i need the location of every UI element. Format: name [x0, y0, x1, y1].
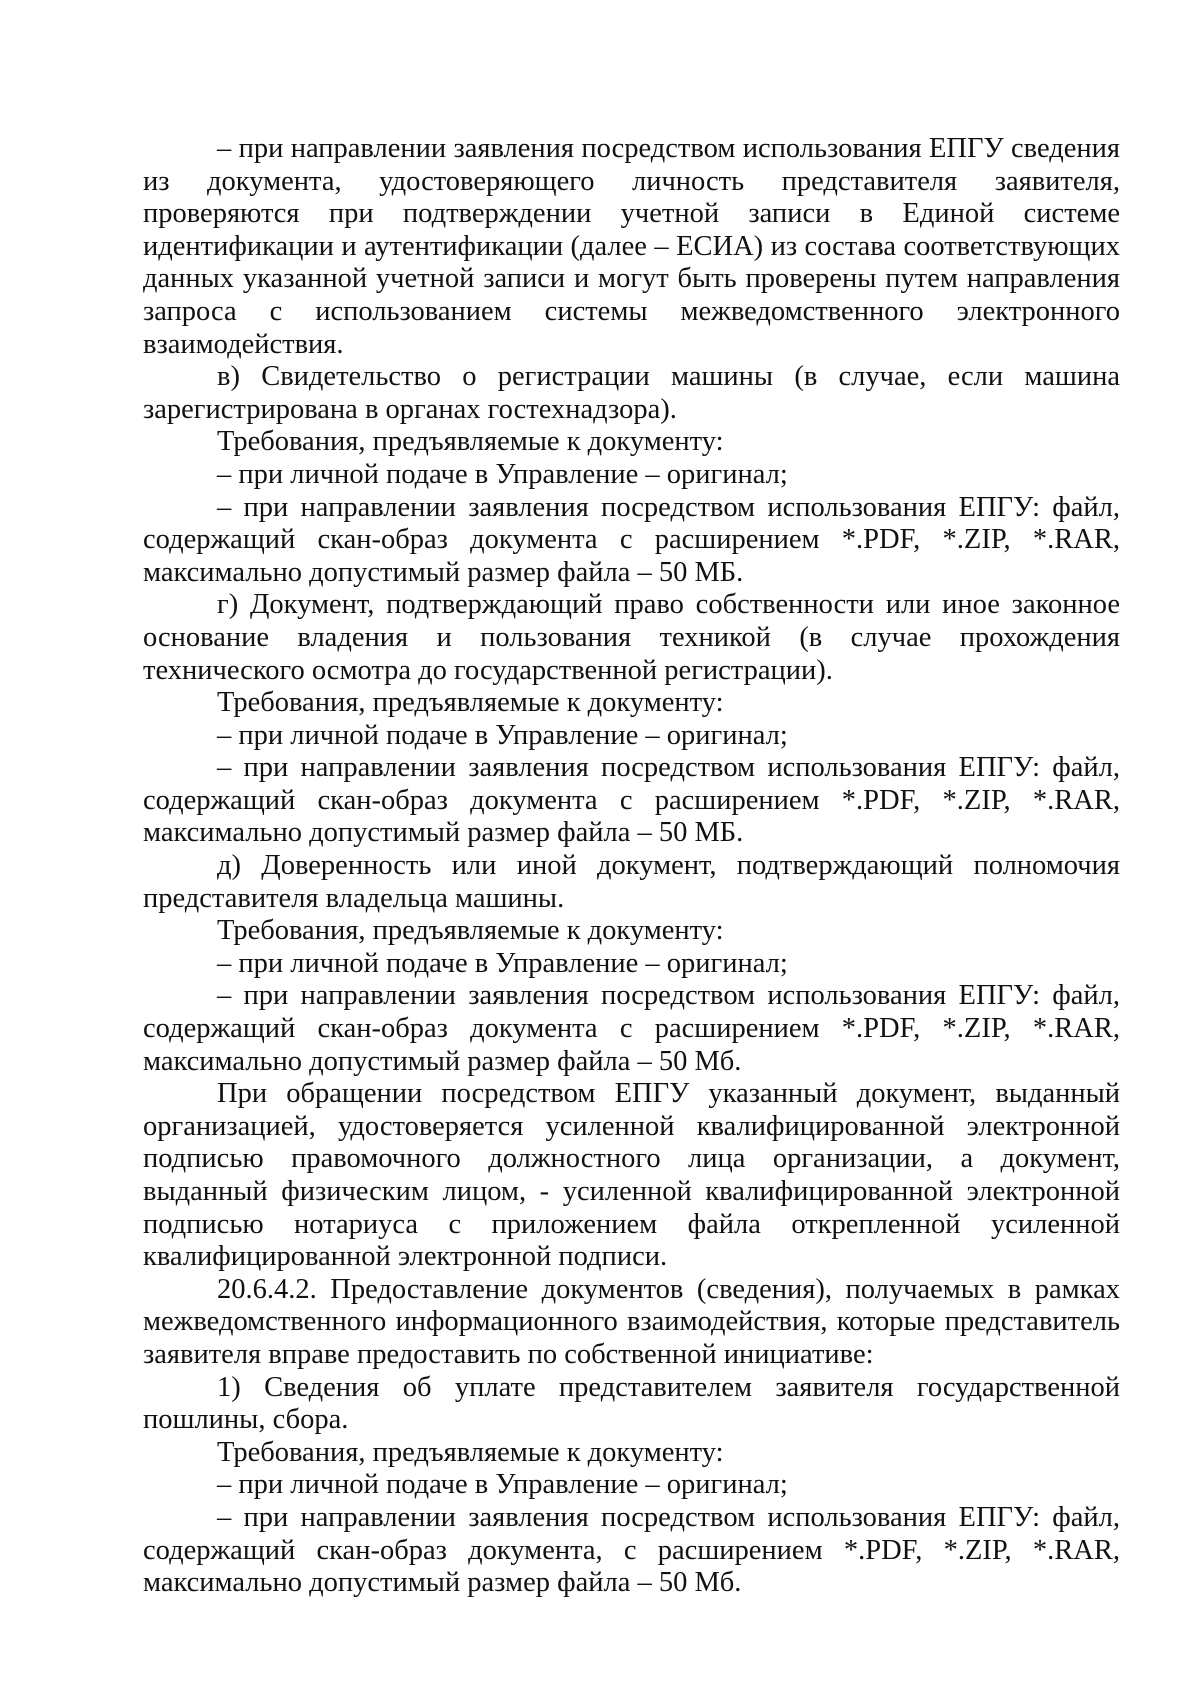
paragraph-personal-submission: – при личной подаче в Управление – оригинал;: [217, 719, 788, 751]
document-page: [143, 133, 1120, 1600]
paragraph-section-20-6-4-2: 20.6.4.2. Предоставление документов (сведения), получаемых в рамках межведомственного информационного взаимодействия, которые представитель заявителя вправе предоставить по собственной инициативе:: [143, 1273, 1120, 1370]
paragraph-item-v-registration-certificate: в) Свидетельство о регистрации машины (в случае, если машина зарегистрирована в органах гостехнадзора).: [143, 361, 1120, 425]
paragraph-personal-submission: – при личной подаче в Управление – оригинал;: [217, 1469, 788, 1501]
paragraph-requirements-heading: Требования, предъявляемые к документу:: [217, 687, 724, 719]
paragraph-epgu-file-requirements: – при направлении заявления посредством использования ЕПГУ: файл, содержащий скан-образ документа с расширением *.PDF, *.ZIP, *.RAR, максимально допустимый размер файла – 50 Мб.: [143, 980, 1120, 1077]
paragraph-epgu-file-requirements: – при направлении заявления посредством использования ЕПГУ: файл, содержащий скан-образ документа с расширением *.PDF, *.ZIP, *.RAR, максимально допустимый размер файла – 50 МБ.: [143, 752, 1120, 849]
paragraph-item-d-power-of-attorney: д) Доверенность или иной документ, подтверждающий полномочия представителя владельца машины.: [143, 850, 1120, 914]
paragraph-requirements-heading: Требования, предъявляемые к документу:: [217, 426, 724, 458]
paragraph-epgu-identity-check: – при направлении заявления посредством использования ЕПГУ сведения из документа, удостоверяющего личность представителя заявителя, проверяются при подтверждении учетной записи в Единой системе идентификации и аутентификации (далее – ЕСИА) из состава соответствующих данных указанной учетной записи и могут быть проверены путем направления запроса с использованием системы межведомственного электронного взаимодействия.: [143, 133, 1120, 360]
paragraph-requirements-heading: Требования, предъявляемые к документу:: [217, 915, 724, 947]
paragraph-electronic-signature-rules: При обращении посредством ЕПГУ указанный документ, выданный организацией, удостоверяется усиленной квалифицированной электронной подписью правомочного должностного лица организации, а документ, выданный физическим лицом, - усиленной квалифицированной электронной подписью нотариуса с приложением файла открепленной усиленной квалифицированной электронной подписи.: [143, 1078, 1120, 1273]
paragraph-item-1-state-fee-payment: 1) Сведения об уплате представителем заявителя государственной пошлины, сбора.: [143, 1371, 1120, 1436]
paragraph-personal-submission: – при личной подаче в Управление – оригинал;: [217, 458, 788, 490]
paragraph-requirements-heading: Требования, предъявляемые к документу:: [217, 1436, 724, 1468]
paragraph-item-g-ownership-document: г) Документ, подтверждающий право собственности или иное законное основание владения и пользования техникой (в случае прохождения технического осмотра до государственной регистрации).: [143, 589, 1120, 686]
paragraph-personal-submission: – при личной подаче в Управление – оригинал;: [217, 947, 788, 979]
paragraph-epgu-file-requirements: – при направлении заявления посредством использования ЕПГУ: файл, содержащий скан-образ документа, с расширением *.PDF, *.ZIP, *.RAR, максимально допустимый размер файла – 50 Мб.: [143, 1501, 1120, 1599]
paragraph-epgu-file-requirements: – при направлении заявления посредством использования ЕПГУ: файл, содержащий скан-образ документа с расширением *.PDF, *.ZIP, *.RAR, максимально допустимый размер файла – 50 МБ.: [143, 491, 1120, 588]
